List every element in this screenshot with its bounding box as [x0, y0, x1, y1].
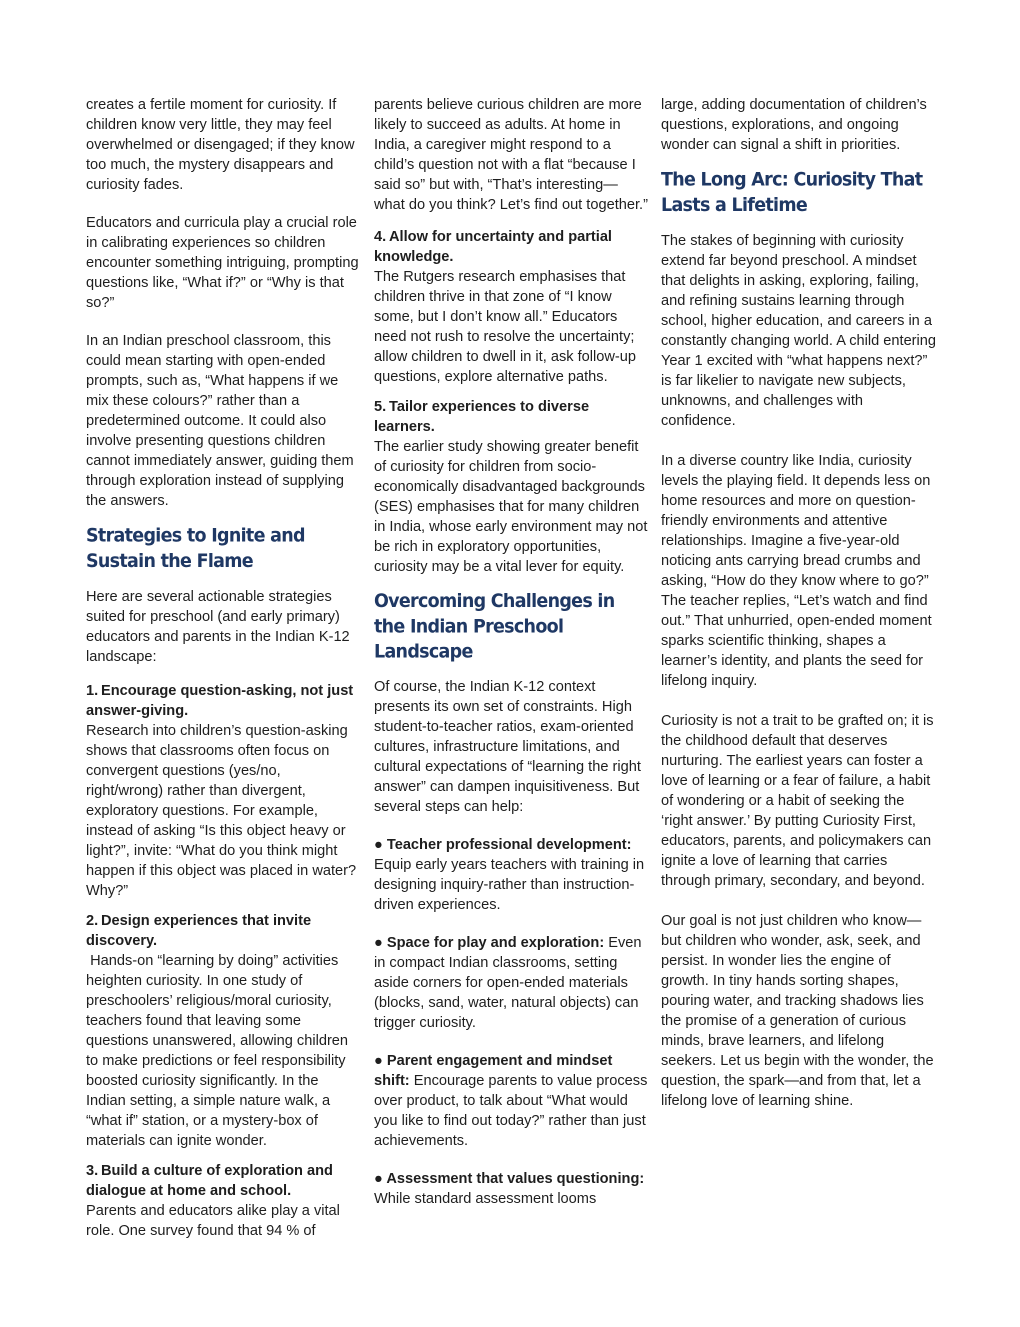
- paragraph: In a diverse country like India, curiosity levels the playing field. It depends less on home resources and more on question-friendly environments and attentive relationships. Imagine a five-year-old noticing ants carrying bread crumbs and asking, “How do they know where to go?” The teacher replies, “Let’s watch and find out.” That unhurried, open-ended moment sparks scientific thinking, shapes a learner’s identity, and plants the seed for lifelong inquiry.: [661, 453, 932, 689]
- strategy-heading-3: 3. Build a culture of exploration and dialogue at home and school.: [86, 1163, 333, 1199]
- column-1: [86, 95, 360, 1251]
- bullet-space-for-play: ● Space for play and exploration: Even in compact Indian classrooms, setting aside corners for open-ended materials (blocks, sand, water, natural objects) can trigger curiosity.: [374, 935, 646, 1031]
- strategy-body-1: Research into children’s question-asking shows that classrooms often focus on convergent questions (yes/no, right/wrong) rather than divergent, exploratory questions. For example, instead of asking “Is this object heavy or light?”, invite: “What do you think might happen if this object was placed in water? Why?”: [86, 723, 357, 899]
- paragraph: Curiosity is not a trait to be grafted on; it is the childhood default that deserves nurturing. The earliest years can foster a love of learning or a fear of failure, a habit of wondering or a habit of seeking the ‘right answer.’ By putting Curiosity First, educators, parents, and policymakers can ignite a love of learning that carries through primary, secondary, and beyond.: [661, 713, 934, 889]
- section-heading-long-arc: The Long Arc: Curiosity That Lasts a Lifetime: [661, 169, 923, 217]
- strategy-heading-2: 2. Design experiences that invite discovery.: [86, 913, 312, 949]
- strategy-body-2: Hands-on “learning by doing” activities heighten curiosity. In one study of preschoolers’ religious/moral curiosity, teachers found that leaving some questions unanswered, allowing children to make predictions or feel responsibility boosted curiosity significantly. In the Indian setting, a simple nature walk, a “what if” station, or a mystery-box of materials can ignite wonder.: [86, 953, 353, 1149]
- strategy-heading-5: 5. Tailor experiences to diverse learners.: [374, 399, 590, 435]
- bullet-assessment: ● Assessment that values questioning: While standard assessment looms: [374, 1171, 645, 1207]
- strategy-body-4: The Rutgers research emphasises that children thrive in that zone of “I know some, but I don’t know all.” Educators need not rush to resolve the uncertainty; allow children to dwell in it, ask follow-up questions, explore alternative paths.: [374, 269, 636, 385]
- paragraph: creates a fertile moment for curiosity. If children know very little, they may feel overwhelmed or disengaged; if they know too much, the mystery disappears and curiosity fades.: [86, 97, 355, 193]
- paragraph: In an Indian preschool classroom, this could mean starting with open-ended prompts, such as, “What happens if we mix these colours?” rather than a predetermined outcome. It could also involve presenting questions children cannot immediately answer, guiding them through exploration instead of supplying the answers.: [86, 333, 354, 509]
- paragraph: The stakes of beginning with curiosity extend far beyond preschool. A mindset that delights in asking, exploring, failing, and refining sustains learning through school, higher education, and careers in a constantly changing world. A child entering Year 1 excited with “what happens next?” is far likelier to navigate new subjects, unknowns, and challenges with confidence.: [661, 233, 937, 429]
- bullet-parent-engagement: ● Parent engagement and mindset shift: Encourage parents to value process over product, to talk about “What would you like to find out today?” rather than just achievements.: [374, 1053, 652, 1149]
- strategy-body-5: The earlier study showing greater benefit of curiosity for children from socio-economically disadvantaged backgrounds (SES) emphasises that for many children in India, whose early environment may not be rich in exploratory opportunities, curiosity may be a vital lever for equity.: [374, 439, 648, 575]
- paragraph: large, adding documentation of children’s questions, explorations, and ongoing wonder can signal a shift in priorities.: [661, 97, 927, 153]
- paragraph: Our goal is not just children who know—but children who wonder, ask, seek, and persist. In wonder lies the engine of growth. In tiny hands sorting shapes, pouring water, and tracking shadows lies the promise of a generation of curious minds, brave learners, and lifelong seekers. Let us begin with the wonder, the question, the spark—and from that, let a lifelong love of learning shine.: [661, 913, 934, 1109]
- paragraph: parents believe curious children are more likely to succeed as adults. At home in India, a caregiver might respond to a child’s question not with a flat “because I said so” but with, “That’s interesting—what do you think? Let’s find out together.”: [374, 97, 648, 213]
- column-3: [661, 95, 937, 1129]
- bullet-teacher-development: ● Teacher professional development: Equip early years teachers with training in designing inquiry-rather than instruction-driven experiences.: [374, 837, 645, 913]
- strategy-body-3: Parents and educators alike play a vital role. One survey found that 94 % of: [86, 1203, 340, 1239]
- paragraph: Here are several actionable strategies suited for preschool (and early primary) educators and parents in the Indian K-12 landscape:: [86, 589, 350, 665]
- strategy-heading-4: 4. Allow for uncertainty and partial knowledge.: [374, 229, 612, 265]
- paragraph: Educators and curricula play a crucial role in calibrating experiences so children encounter something intriguing, prompting questions like, “What if?” or “Why is that so?”: [86, 215, 359, 311]
- column-2: [374, 95, 652, 1227]
- paragraph: Of course, the Indian K-12 context presents its own set of constraints. High student-to-teacher ratios, exam-oriented cultures, infrastructure limitations, and cultural expectations of “learning the right answer” can dampen inquisitiveness. But several steps can help:: [374, 679, 641, 815]
- section-heading-challenges: Overcoming Challenges in the Indian Preschool Landscape: [374, 590, 615, 664]
- strategy-heading-1: 1. Encourage question-asking, not just answer-giving.: [86, 683, 354, 719]
- section-heading-strategies: Strategies to Ignite and Sustain the Flame: [86, 525, 305, 573]
